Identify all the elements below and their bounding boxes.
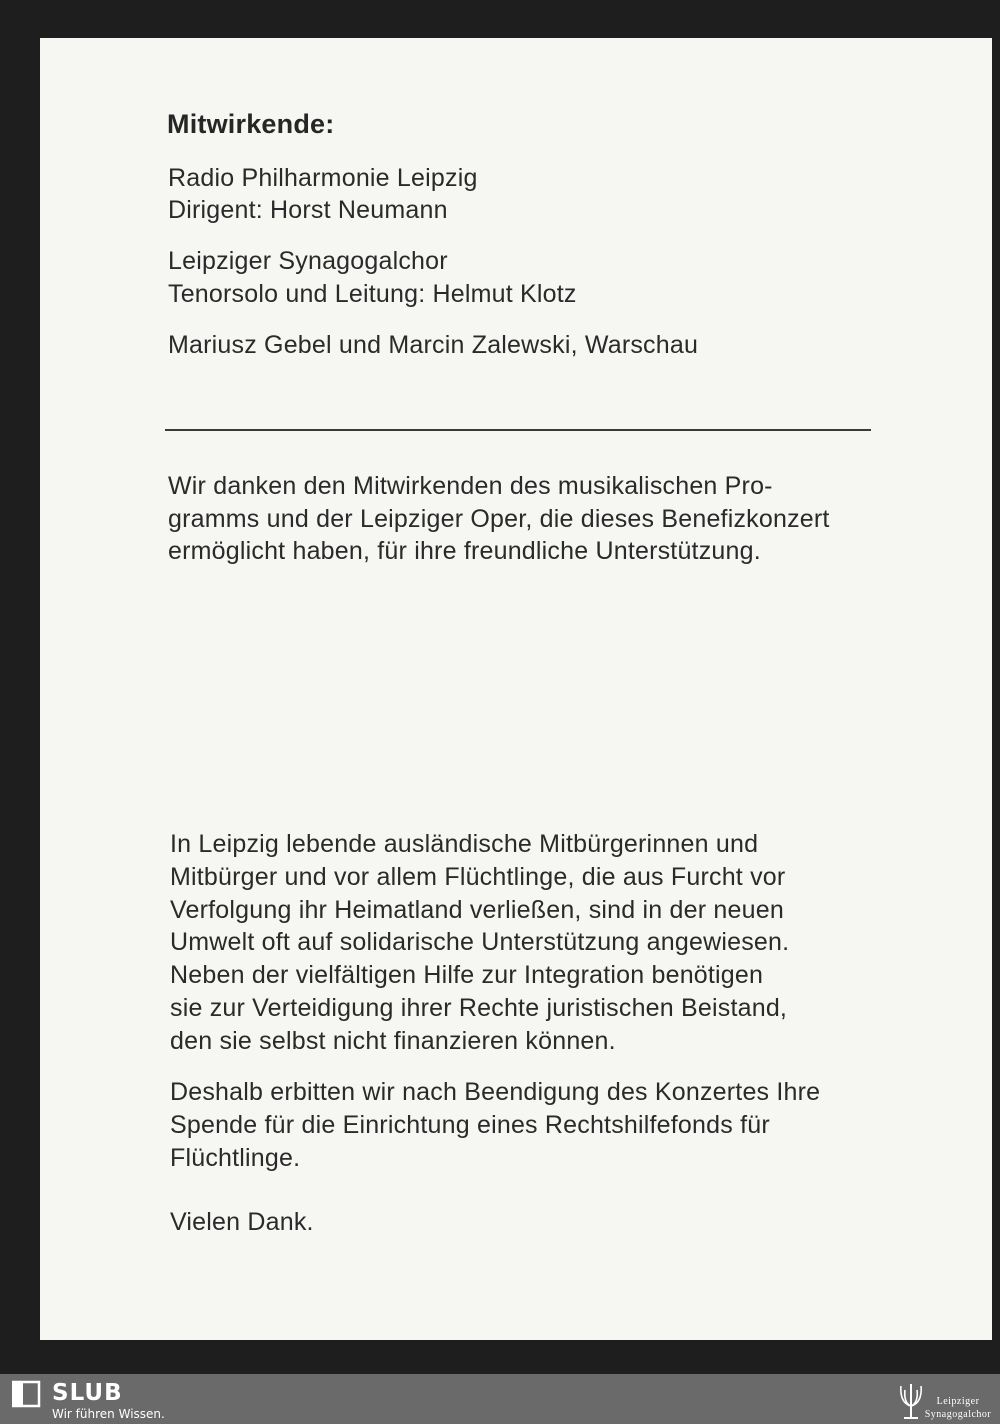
donation-line-2: Spende für die Einrichtung eines Rechtshilfefonds für <box>170 1111 770 1139</box>
appeal-line-6: sie zur Verteidigung ihrer Rechte juristischen Beistand, <box>170 994 788 1022</box>
conductor-line: Dirigent: Horst Neumann <box>168 196 448 224</box>
appeal-line-5: Neben der vielfältigen Hilfe zur Integration benötigen <box>170 961 764 989</box>
choir-line: Leipziger Synagogalchor <box>168 247 448 275</box>
thanks-line-3: ermöglicht haben, für ihre freundliche Unterstützung. <box>168 537 761 565</box>
closing-text: Vielen Dank. <box>170 1208 314 1236</box>
appeal-line-2: Mitbürger und vor allem Flüchtlinge, die aus Furcht vor <box>170 863 786 891</box>
choir-logo-text-2: Synagogalchor <box>924 1409 992 1420</box>
appeal-line-3: Verfolgung ihr Heimatland verließen, sind in der neuen <box>170 896 784 924</box>
donation-line-1: Deshalb erbitten wir nach Beendigung des Konzertes Ihre <box>170 1078 821 1106</box>
section-divider <box>165 429 871 431</box>
slub-logo-icon <box>12 1379 42 1409</box>
thanks-line-1: Wir danken den Mitwirkenden des musikalischen Pro- <box>168 472 773 500</box>
thanks-line-2: gramms und der Leipziger Oper, die dieses Benefizkonzert <box>168 505 830 533</box>
appeal-line-7: den sie selbst nicht finanzieren können. <box>170 1027 616 1055</box>
soloists-line: Mariusz Gebel und Marcin Zalewski, Warschau <box>168 331 699 359</box>
library-tagline: Wir führen Wissen. <box>52 1407 165 1421</box>
footer-bar <box>0 1374 1000 1424</box>
library-name: SLUB <box>52 1380 123 1406</box>
orchestra-line: Radio Philharmonie Leipzig <box>168 164 478 192</box>
appeal-line-1: In Leipzig lebende ausländische Mitbürgerinnen und <box>170 830 759 858</box>
donation-line-3: Flüchtlinge. <box>170 1144 301 1172</box>
appeal-line-4: Umwelt oft auf solidarische Unterstützung angewiesen. <box>170 928 790 956</box>
choir-leader-line: Tenorsolo und Leitung: Helmut Klotz <box>168 280 577 308</box>
choir-logo-text-1: Leipziger <box>936 1396 980 1407</box>
contributors-heading: Mitwirkende: <box>167 109 335 139</box>
